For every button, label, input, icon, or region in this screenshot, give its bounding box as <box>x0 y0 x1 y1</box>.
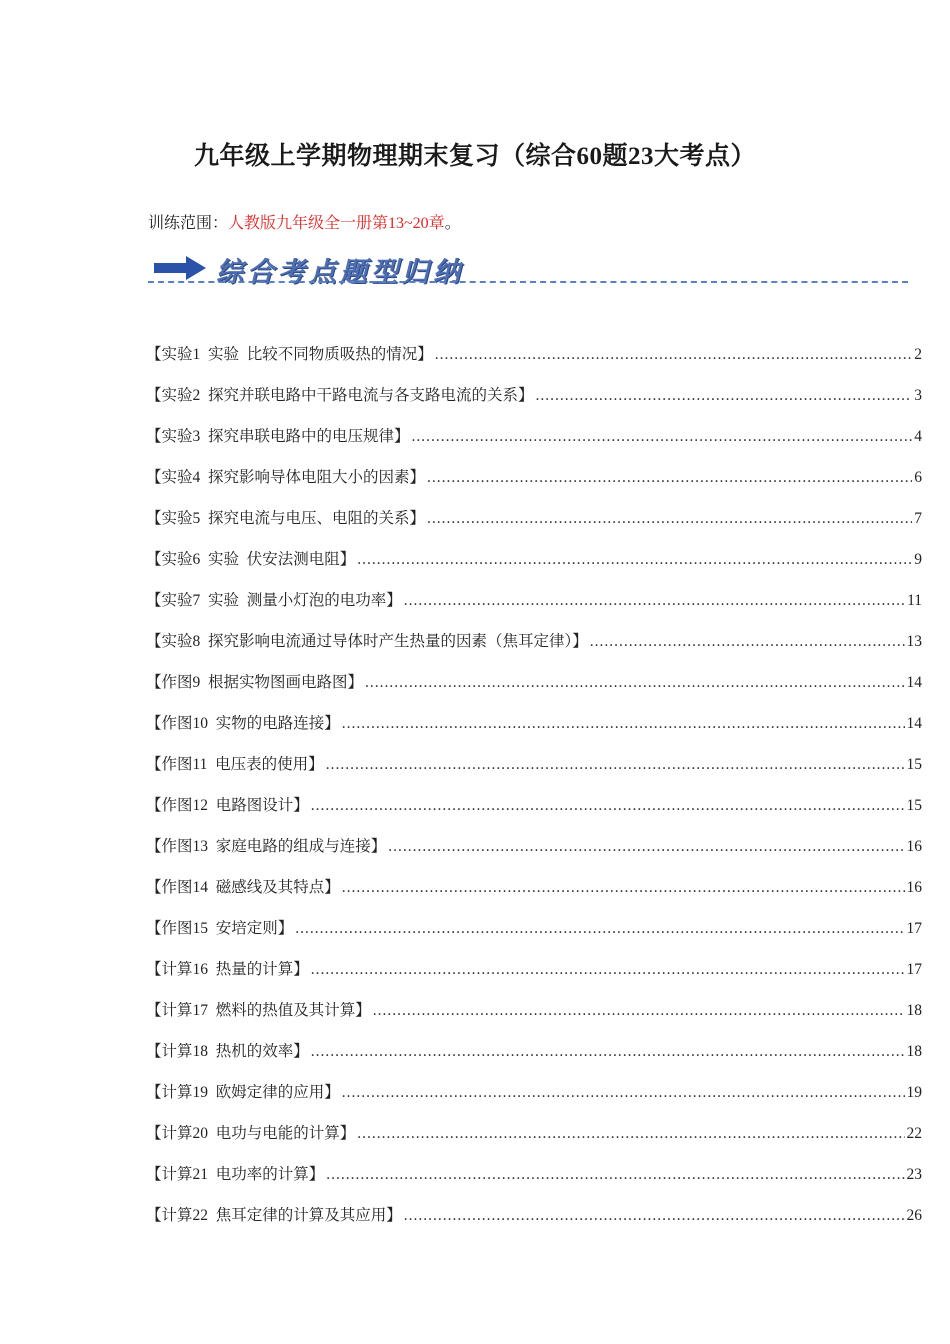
toc-entry[interactable] <box>146 752 922 793</box>
toc-entry-title: 【实验4 探究影响导体电阻大小的因素】 <box>146 469 426 486</box>
toc-entry[interactable] <box>146 1162 922 1203</box>
toc-entry[interactable] <box>146 670 922 711</box>
toc-entry[interactable] <box>146 1203 922 1244</box>
toc-page-number: 15 <box>906 797 922 814</box>
toc-leader-dots <box>536 387 913 405</box>
toc-entry-title: 【实验2 探究并联电路中干路电流与各支路电流的关系】 <box>146 387 534 404</box>
toc-entry[interactable] <box>146 465 922 506</box>
toc-leader-dots <box>326 1166 904 1184</box>
toc-entry-title: 【实验8 探究影响电流通过导体时产生热量的因素（焦耳定律）】 <box>146 633 588 650</box>
toc-leader-dots <box>357 551 912 569</box>
toc-entry-title: 【计算18 热机的效率】 <box>146 1043 309 1060</box>
toc-leader-dots <box>295 920 904 938</box>
toc-leader-dots <box>311 961 905 979</box>
toc-leader-dots <box>342 1084 905 1102</box>
toc-page-number: 26 <box>906 1207 922 1224</box>
toc-entry-title: 【作图11 电压表的使用】 <box>146 756 324 773</box>
toc-entry[interactable] <box>146 875 922 916</box>
toc-page-number: 23 <box>906 1166 922 1183</box>
toc-entry[interactable] <box>146 342 922 383</box>
toc-entry-title: 【作图9 根据实物图画电路图】 <box>146 674 364 691</box>
toc-leader-dots <box>404 1207 905 1225</box>
toc-leader-dots <box>373 1002 905 1020</box>
toc-leader-dots <box>326 756 905 774</box>
toc-entry-title: 【实验5 探究电流与电压、电阻的关系】 <box>146 510 426 527</box>
toc-entry[interactable] <box>146 957 922 998</box>
toc-page-number: 17 <box>906 961 922 978</box>
toc-page-number: 18 <box>906 1002 922 1019</box>
scope-end: 。 <box>444 215 461 232</box>
toc-leader-dots <box>412 428 913 446</box>
toc-entry-title: 【作图14 磁感线及其特点】 <box>146 879 340 896</box>
toc-page-number: 15 <box>906 756 922 773</box>
toc-page-number: 14 <box>906 715 922 732</box>
toc-page-number: 4 <box>914 428 922 445</box>
toc-page-number: 6 <box>914 469 922 486</box>
toc-entry-title: 【计算20 电功与电能的计算】 <box>146 1125 356 1142</box>
toc-entry-title: 【作图12 电路图设计】 <box>146 797 309 814</box>
toc-leader-dots <box>404 592 905 610</box>
toc-page-number: 19 <box>906 1084 922 1101</box>
table-of-contents <box>146 342 922 1244</box>
toc-page-number: 22 <box>906 1125 922 1142</box>
toc-entry[interactable] <box>146 588 922 629</box>
toc-page-number: 18 <box>906 1043 922 1060</box>
toc-entry[interactable] <box>146 998 922 1039</box>
toc-page-number: 13 <box>906 633 922 650</box>
toc-entry[interactable] <box>146 711 922 752</box>
toc-page-number: 11 <box>907 592 922 609</box>
toc-entry-title: 【实验6 实验 伏安法测电阻】 <box>146 551 356 568</box>
toc-entry[interactable] <box>146 834 922 875</box>
toc-leader-dots <box>435 346 912 364</box>
toc-entry-title: 【计算21 电功率的计算】 <box>146 1166 325 1183</box>
section-heading: 综合考点题型归纳 <box>216 257 464 287</box>
toc-entry-title: 【实验1 实验 比较不同物质吸热的情况】 <box>146 346 433 363</box>
toc-entry[interactable] <box>146 1080 922 1121</box>
toc-leader-dots <box>427 510 912 528</box>
toc-page-number: 3 <box>914 387 922 404</box>
toc-entry[interactable] <box>146 383 922 424</box>
toc-entry[interactable] <box>146 506 922 547</box>
toc-page-number: 16 <box>906 879 922 896</box>
toc-entry[interactable] <box>146 793 922 834</box>
right-arrow-icon <box>154 256 206 280</box>
toc-page-number: 16 <box>906 838 922 855</box>
toc-leader-dots <box>427 469 912 487</box>
toc-entry-title: 【计算17 燃料的热值及其计算】 <box>146 1002 371 1019</box>
toc-entry-title: 【实验3 探究串联电路中的电压规律】 <box>146 428 410 445</box>
toc-entry[interactable] <box>146 916 922 957</box>
toc-leader-dots <box>590 633 905 651</box>
toc-page-number: 2 <box>914 346 922 363</box>
toc-entry[interactable] <box>146 424 922 465</box>
toc-page-number: 14 <box>906 674 922 691</box>
toc-entry-title: 【作图13 家庭电路的组成与连接】 <box>146 838 387 855</box>
toc-leader-dots <box>357 1125 904 1143</box>
toc-entry[interactable] <box>146 1121 922 1162</box>
dashed-divider <box>148 281 908 283</box>
toc-entry-title: 【实验7 实验 测量小灯泡的电功率】 <box>146 592 402 609</box>
toc-leader-dots <box>311 1043 905 1061</box>
toc-leader-dots <box>311 797 905 815</box>
toc-entry-title: 【计算16 热量的计算】 <box>146 961 309 978</box>
section-banner <box>148 248 908 288</box>
toc-entry[interactable] <box>146 629 922 670</box>
toc-leader-dots <box>388 838 904 856</box>
training-scope <box>148 210 461 233</box>
toc-page-number: 7 <box>914 510 922 527</box>
toc-entry[interactable] <box>146 547 922 588</box>
toc-page-number: 17 <box>906 920 922 937</box>
scope-label: 训练范围： <box>148 215 229 232</box>
toc-leader-dots <box>342 715 905 733</box>
document-title: 九年级上学期物理期末复习（综合60题23大考点） <box>193 143 756 170</box>
toc-page-number: 9 <box>914 551 922 568</box>
scope-value: 人教版九年级全一册第13~20章 <box>228 215 445 232</box>
toc-leader-dots <box>342 879 905 897</box>
toc-entry-title: 【作图10 实物的电路连接】 <box>146 715 340 732</box>
toc-entry-title: 【计算22 焦耳定律的计算及其应用】 <box>146 1207 402 1224</box>
toc-leader-dots <box>365 674 904 692</box>
toc-entry-title: 【计算19 欧姆定律的应用】 <box>146 1084 340 1101</box>
toc-entry-title: 【作图15 安培定则】 <box>146 920 294 937</box>
toc-entry[interactable] <box>146 1039 922 1080</box>
